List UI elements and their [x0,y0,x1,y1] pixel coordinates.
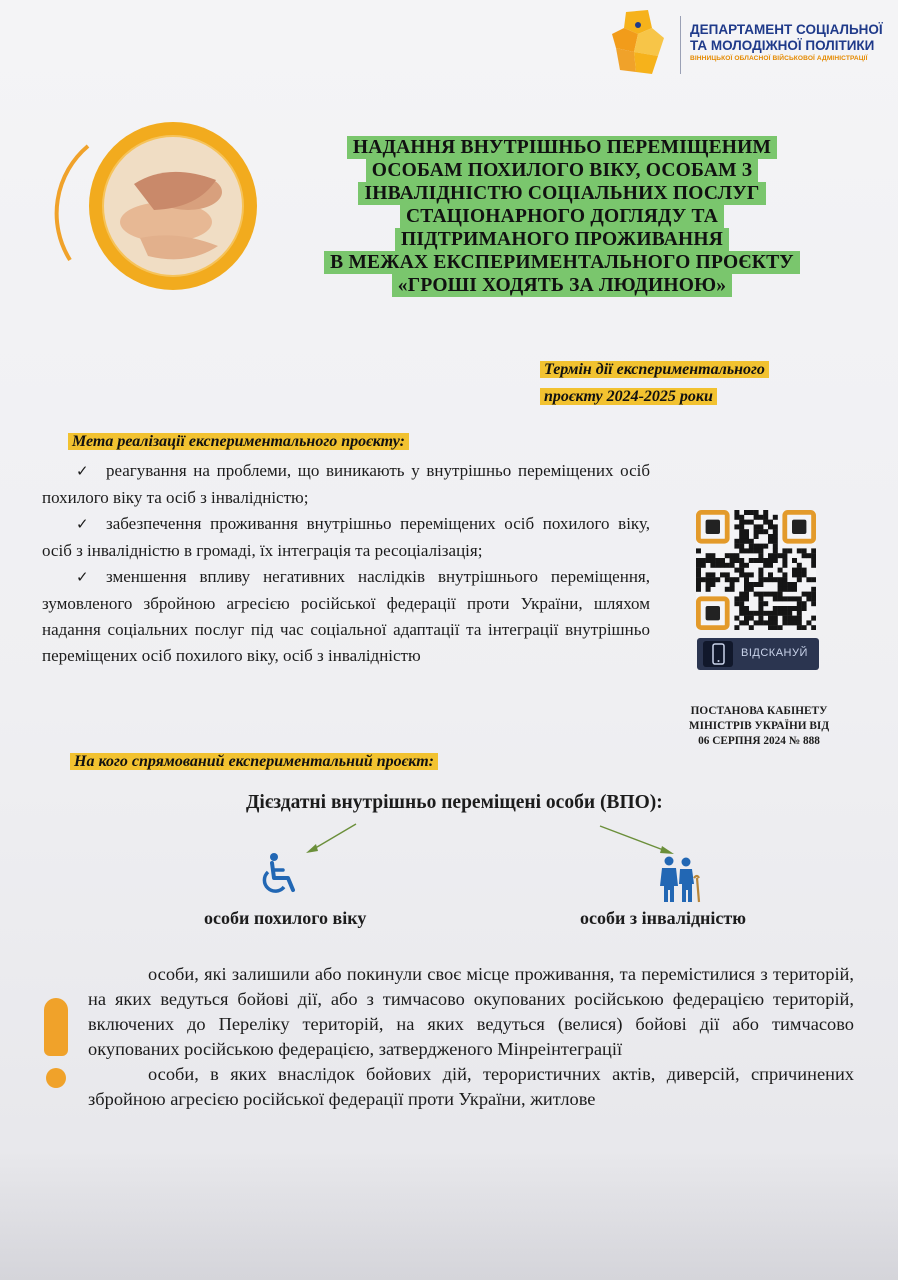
title-line: В МЕЖАХ ЕКСПЕРИМЕНТАЛЬНОГО ПРОЄКТУ [324,251,800,274]
goal-heading-text: Мета реалізації експериментального проєкту: [68,433,409,450]
decree-line: МІНІСТРІВ УКРАЇНИ ВІД [688,720,830,732]
description-paragraph: особи, які залишили або покинули своє місце проживання, та перемістилися з територій, на яких ведуться бойові дії, або з тимчасово окупованих російською федерацією територій, включених до Переліку територій, на яких ведуться (велися) бойові дії або тимчасово окупованих російською федерацією, затвердженого Мінреінтеграції [88,964,854,1059]
term-line2: проєкту 2024-2025 роки [540,388,717,405]
title-line: «ГРОШІ ХОДЯТЬ ЗА ЛЮДИНОЮ» [392,274,732,297]
target-heading [70,748,438,775]
check-icon: ✓ [76,464,89,480]
helping-hands-photo [48,110,278,310]
category-disabled: особи з інвалідністю [580,908,747,928]
logo-text [690,22,890,64]
title-block [262,136,862,297]
goal-item [42,458,650,511]
description [88,962,854,1112]
goal-heading [68,428,409,455]
check-icon: ✓ [76,570,89,586]
logo-title-line1: ДЕПАРТАМЕНТ СОЦІАЛЬНОЇ [690,22,883,37]
vpo-title: Дієздатні внутрішньо переміщені особи (ВПО): [246,792,663,813]
goal-item [42,564,650,669]
title-line: ОСОБАМ ПОХИЛОГО ВІКУ, ОСОБАМ З [366,159,759,182]
exclamation-icon [44,998,68,1056]
check-icon: ✓ [76,517,89,533]
project-term [540,356,850,410]
elderly-couple-icon [656,856,702,904]
description-paragraph: особи, в яких внаслідок бойових дій, терористичних актів, диверсій, спричинених збройною агресією російської федерації проти України, житлове [88,1064,854,1109]
logo-subtitle: ВІННИЦЬКОЇ ОБЛАСНОЇ ВІЙСЬКОВОЇ АДМІНІСТРАЦІЇ [690,55,868,62]
scan-button[interactable] [697,638,819,670]
title-line: ІНВАЛІДНІСТЮ СОЦІАЛЬНИХ ПОСЛУГ [358,182,765,205]
department-logo-icon [608,8,672,80]
arrows [290,818,690,858]
decree-line: ПОСТАНОВА КАБІНЕТУ [690,705,828,717]
goal-item-text: реагування на проблеми, що виникають у внутрішньо переміщених осіб похилого віку та осіб з інвалідністю; [42,461,650,507]
goal-item-text: зменшення впливу негативних наслідків внутрішнього переміщення, зумовленого збройною агресією російської федерації проти України, шляхом надання соціальних послуг під час соціальної адаптації та інтеграції внутрішньо переміщених осіб похилого віку, осіб з інвалідністю [42,567,650,665]
title-line: СТАЦІОНАРНОГО ДОГЛЯДУ ТА [400,205,724,228]
logo-title-line2: ТА МОЛОДІЖНОЇ ПОЛІТИКИ [690,38,875,53]
term-line1: Термін дії експериментального [540,361,769,378]
exclamation-dot [46,1068,66,1088]
title-line: НАДАННЯ ВНУТРІШНЬО ПЕРЕМІЩЕНИМ [347,136,777,159]
title-line: ПІДТРИМАНОГО ПРОЖИВАННЯ [395,228,729,251]
decree-line: 06 СЕРПНЯ 2024 № 888 [698,735,820,747]
scan-label: ВІДСКАНУЙ [741,647,808,659]
goal-item-text: забезпечення проживання внутрішньо переміщених осіб похилого віку, осіб з інвалідністю в громаді, їх інтеграція та ресоціалізація; [42,514,650,560]
target-heading-text: На кого спрямований експериментальний проєкт: [70,753,438,770]
logo-divider [680,16,681,74]
goal-list [42,458,650,669]
qr-code[interactable] [696,510,816,630]
decree-reference [664,704,854,749]
wheelchair-icon [258,852,302,898]
phone-icon [703,641,733,667]
category-elderly: особи похилого віку [204,908,367,928]
goal-item [42,511,650,564]
